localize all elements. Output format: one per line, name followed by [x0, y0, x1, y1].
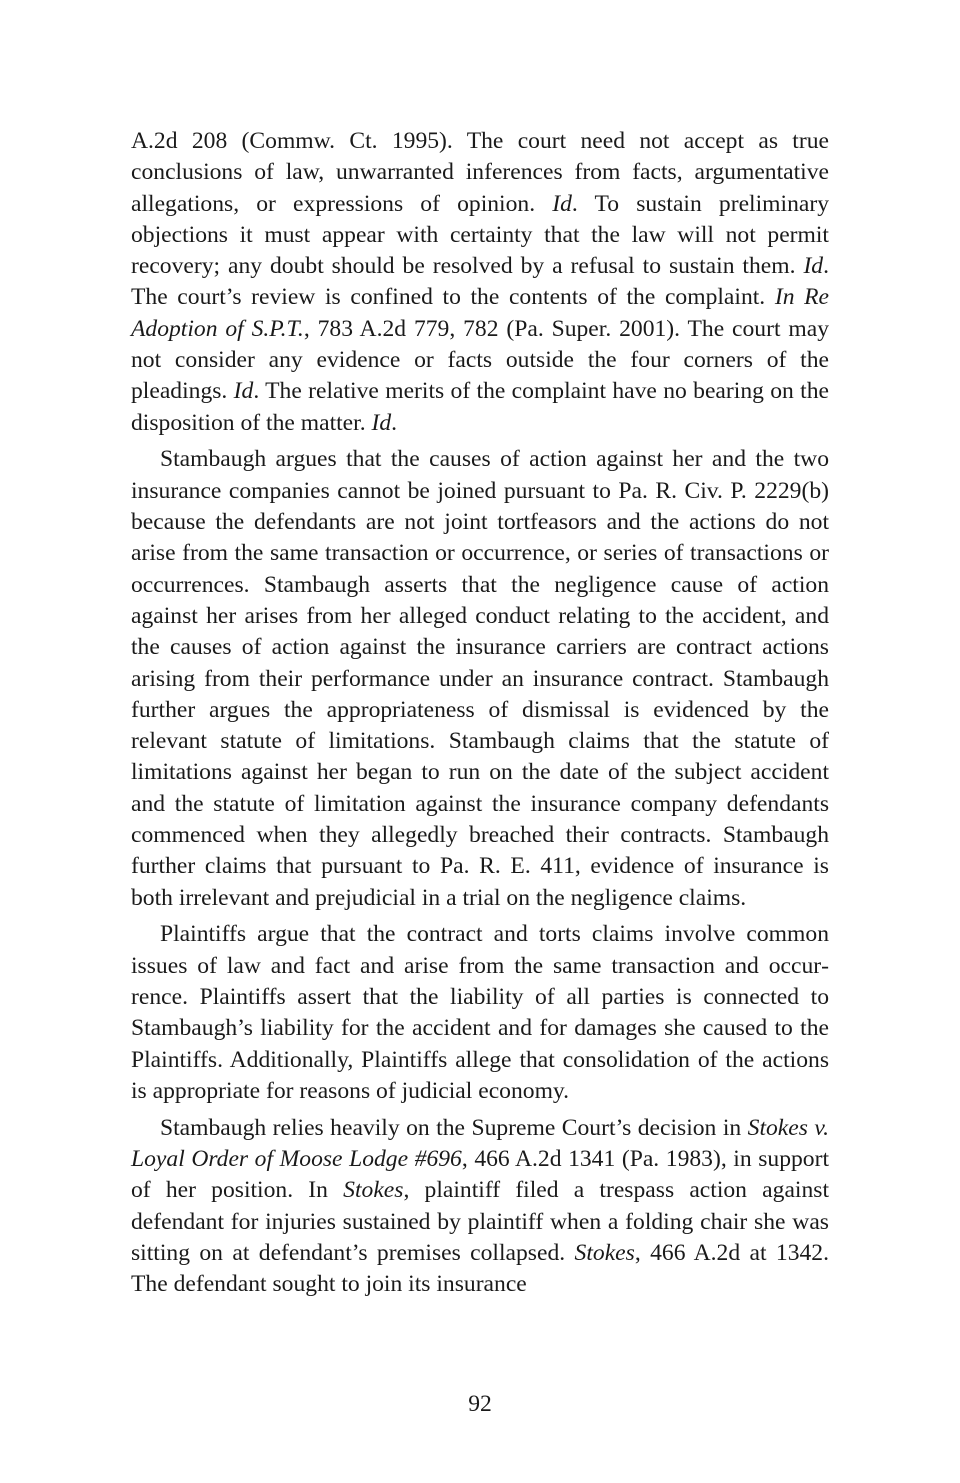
text-run: , 466 A.2d 1341 (Pa. 1983), in support of her position. In — [131, 1146, 829, 1204]
citation-italic: Stokes — [574, 1239, 635, 1266]
citation-italic: In Re Adoption of S.P.T. — [131, 284, 830, 342]
text-run: . The court’s review is confined to the contents of the complaint. — [131, 253, 829, 311]
page-body — [131, 126, 829, 1300]
paragraph-1 — [131, 126, 829, 439]
text-run: , 783 A.2d 779, 782 (Pa. Super. 2001). The court may not consider any evidence or facts outside the four corners of the pleadings. — [131, 315, 829, 405]
paragraph-3 — [131, 919, 829, 1107]
text-run: . The relative merits of the complaint have no bearing on the disposition of the matter. — [131, 378, 829, 436]
citation-italic: Stokes v. Loyal Order of Moose Lodge #696 — [131, 1114, 829, 1172]
text-run: , 466 A.2d at 1342. The defendant sought to join its insurance — [131, 1239, 829, 1298]
text-run: Plaintiffs argue that the contract and torts claims involve common issues of law and fact and arise from the same transaction and occurrence. Plaintiffs assert that the liability of all parties is connected to Stambaugh’s liability for the accident and for damages she caused to the Plaintiffs. Additionally, Plaintiffs allege that consolidation of the actions is appropriate for reasons of judicial economy. — [131, 921, 829, 1104]
text-run: Stambaugh argues that the causes of action against her and the two insurance companies cannot be joined pursuant to Pa. R. Civ. P. 2229(b) because the defendants are not joint tortfeasors and the actions do not arise from the same transaction or occurrence, or series of transactions or occurrences. Stambaugh asserts that the negligence cause of action against her arises from her alleged conduct relating to the accident, and the causes of action against the insurance carriers are contract actions arising from their performance under an insurance contract. Stambaugh further argues the appropriateness of dismissal is evidenced by the relevant statute of limitations. Stambaugh claims that the statute of limitations against her began to run on the date of the subject accident and the statute of limitation against the insurance company defendants commenced when they allegedly breached their contracts. Stambaugh further claims that pursuant to Pa. R. E. 411, evidence of insurance is both irrelevant and prejudicial in a trial on the negligence claims. — [131, 446, 829, 911]
paragraph-4 — [131, 1113, 829, 1301]
citation-italic: Id — [233, 378, 254, 405]
citation-italic: Id — [552, 190, 572, 217]
paragraph-2 — [131, 444, 829, 913]
citation-italic: Stokes — [343, 1177, 404, 1204]
citation-italic: Id — [803, 253, 824, 280]
text-run: A.2d 208 (Commw. Ct. 1995). The court need not accept as true conclusions of law, unwarranted inferences from facts, argumentative allegations, or expressions of opinion. — [131, 128, 829, 217]
text-run: . To sustain preliminary objections it must appear with certainty that the law will not permit recovery; any doubt should be resolved by a refusal to sustain them. — [131, 190, 829, 280]
citation-italic: Id — [371, 409, 392, 436]
text-run: , plaintiff filed a trespass action against defendant for injuries sustained by plaintiff when a folding chair she was sitting on at defendant’s premises collapsed. — [131, 1177, 829, 1266]
page-number: 92 — [468, 1391, 492, 1417]
text-run: . — [391, 409, 398, 436]
text-run: Stambaugh relies heavily on the Supreme Court’s decision in — [160, 1114, 748, 1141]
